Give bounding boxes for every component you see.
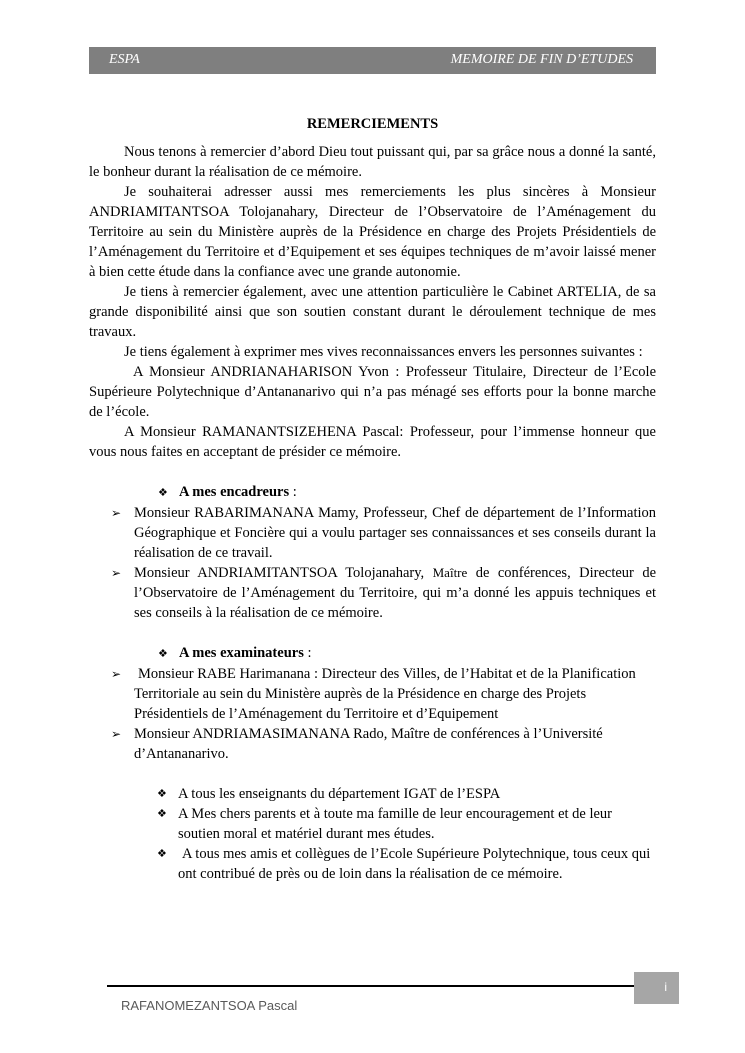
diamond-bullet-icon: ❖ [158, 487, 168, 499]
other-thanks-list [89, 784, 656, 884]
arrow-bullet-icon: ➢ [111, 506, 122, 520]
list-item: ➢ Monsieur ANDRIAMASIMANANA Rado, Maître de conférences à l’Université d’Antananarivo. [111, 726, 603, 762]
header-school: ESPA [109, 52, 140, 67]
diamond-bullet-icon: ❖ [157, 848, 167, 860]
section-encadreurs: ❖ A mes encadreurs : [89, 482, 656, 503]
list-item: ➢ Monsieur RABE Harimanana : Directeur des Villes, de l’Habitat et de la Planification Territoriale au sein du Ministère auprès de la Présidence en charge des Projets Présidentiels de l’Aménagement du Territoire et d’Equipement [111, 666, 636, 722]
header-document-type: MEMOIRE DE FIN D’ETUDES [450, 52, 633, 67]
arrow-bullet-icon: ➢ [111, 667, 122, 681]
list-item: ❖ A tous les enseignants du département IGAT de l’ESPA [157, 786, 501, 802]
encadreurs-list [89, 503, 656, 623]
arrow-bullet-icon: ➢ [111, 727, 122, 741]
diamond-bullet-icon: ❖ [157, 788, 167, 800]
section-heading: A mes encadreurs [179, 484, 290, 500]
diamond-bullet-icon: ❖ [157, 808, 167, 820]
paragraph-intro: Nous tenons à remercier d’abord Dieu tout puissant qui, par sa grâce nous a donné la santé, le bonheur durant la réalisation de ce mémoire. [89, 144, 656, 180]
page-number-box [634, 972, 679, 1004]
footer-author: RAFANOMEZANTSOA Pascal [121, 998, 298, 1013]
paragraph-thanks-artelia: Je tiens à remercier également, avec une attention particulière le Cabinet ARTELIA, de sa grande disponibilité ainsi que son soutien constant durant le déroulement technique de mes travaux. [89, 284, 656, 340]
document-body [89, 142, 656, 884]
paragraph-thanks-president: A Monsieur RAMANANTSIZEHENA Pascal: Professeur, pour l’immense honneur que vous nous faites en acceptant de présider ce mémoire. [89, 424, 656, 460]
list-item: ➢ Monsieur ANDRIAMITANTSOA Tolojanahary, Maître de conférences, Directeur de l’Observatoire de l’Aménagement du Territoire, qui m’a donné les appuis techniques et ses conseils à la réalisation de ce mémoire. [111, 565, 656, 621]
page-header [89, 47, 656, 74]
list-item: ❖ A tous mes amis et collègues de l’Ecole Supérieure Polytechnique, tous ceux qui ont contribué de près ou de loin dans la réalisation de ce mémoire. [157, 846, 651, 882]
paragraph-recognitions: Je tiens également à exprimer mes vives reconnaissances envers les personnes suivantes : [124, 344, 643, 360]
paragraph-thanks-andrianaharison: A Monsieur ANDRIANAHARISON Yvon : Professeur Titulaire, Directeur de l’Ecole Supérieure Polytechnique d’Antananarivo qui n’a pas ménagé ses efforts pour la bonne marche de l’école. [89, 364, 656, 420]
section-heading: A mes examinateurs [179, 645, 304, 661]
footer-divider [107, 985, 634, 987]
diamond-bullet-icon: ❖ [158, 648, 168, 660]
list-item: ➢ Monsieur RABARIMANANA Mamy, Professeur, Chef de département de l’Information Géographique et Foncière qui a voulu partager ses connaissances et ses conseils durant la réalisation de ce travail. [111, 505, 656, 561]
examinateurs-list [89, 664, 656, 764]
paragraph-thanks-director: Je souhaiterai adresser aussi mes remerciements les plus sincères à Monsieur ANDRIAMITANTSOA Tolojanahary, Directeur de l’Observatoire de l’Aménagement du Territoire au sein du Ministère auprès de la Présidence en charge des Projets Présidentiels de l’Aménagement du Territoire et d’Equipement et ses équipes techniques de m’avoir laissé mener à bien cette étude dans la confiance avec une grande autonomie. [89, 184, 656, 280]
page-number: i [664, 980, 667, 994]
section-examinateurs: ❖ A mes examinateurs : [89, 643, 656, 664]
page-title: REMERCIEMENTS [306, 116, 439, 132]
list-item: ❖ A Mes chers parents et à toute ma famille de leur encouragement et de leur soutien moral et matériel durant mes études. [157, 806, 613, 842]
arrow-bullet-icon: ➢ [111, 566, 122, 580]
